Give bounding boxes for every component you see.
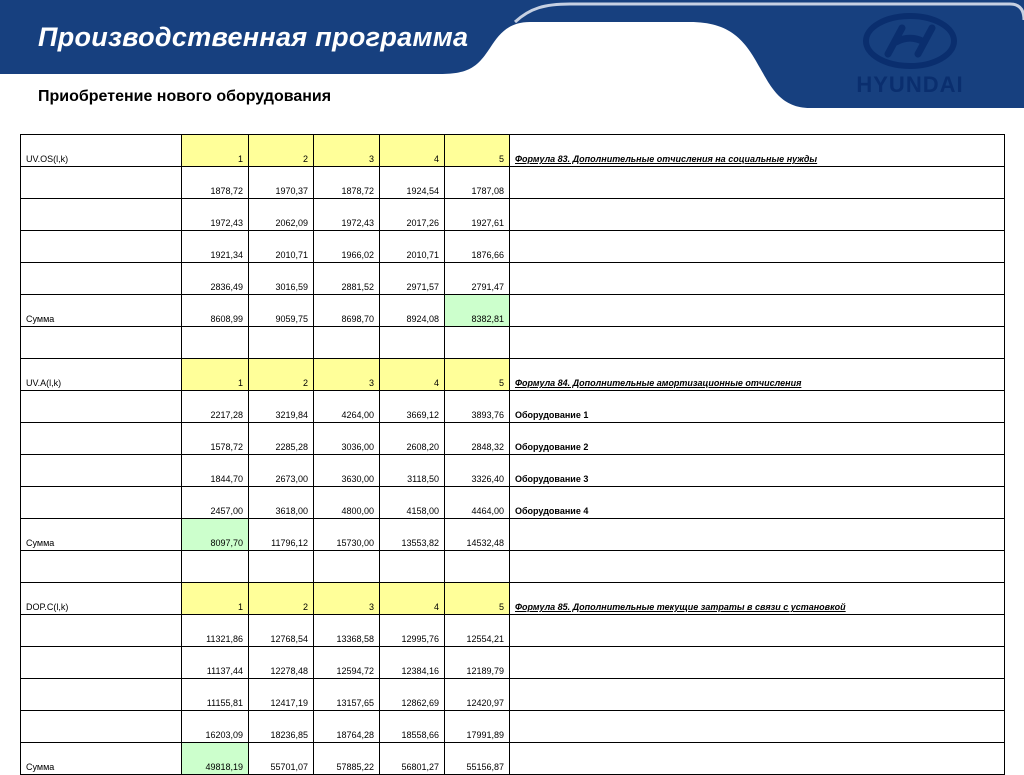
value-cell: 12594,72 — [314, 647, 380, 679]
value-cell: 13553,82 — [380, 519, 445, 551]
value-cell: 9059,75 — [249, 295, 314, 327]
value-cell: 1924,54 — [380, 167, 445, 199]
value-cell: 18236,85 — [249, 711, 314, 743]
row-label — [21, 615, 182, 647]
row-note — [510, 327, 1005, 359]
row-note — [510, 743, 1005, 775]
row-note — [510, 711, 1005, 743]
row-label — [21, 327, 182, 359]
value-cell: 16203,09 — [182, 711, 249, 743]
table-row — [21, 295, 1005, 327]
period-header-cell: 4 — [380, 359, 445, 391]
period-header-cell: 1 — [182, 135, 249, 167]
row-label: UV.A(l,k) — [21, 359, 182, 391]
value-cell: 12189,79 — [445, 647, 510, 679]
value-cell: 15730,00 — [314, 519, 380, 551]
value-cell: 1787,08 — [445, 167, 510, 199]
value-cell: 3893,76 — [445, 391, 510, 423]
value-cell: 11796,12 — [249, 519, 314, 551]
page-subtitle: Приобретение нового оборудования — [38, 88, 332, 105]
table-row — [21, 615, 1005, 647]
value-cell: 12995,76 — [380, 615, 445, 647]
value-cell — [314, 327, 380, 359]
row-label — [21, 455, 182, 487]
row-label — [21, 199, 182, 231]
row-note — [510, 647, 1005, 679]
value-cell: 12768,54 — [249, 615, 314, 647]
row-note — [510, 295, 1005, 327]
period-header-cell: 3 — [314, 359, 380, 391]
row-label — [21, 551, 182, 583]
value-cell: 11155,81 — [182, 679, 249, 711]
value-cell — [445, 551, 510, 583]
value-cell — [182, 551, 249, 583]
value-cell: 3016,59 — [249, 263, 314, 295]
period-header-cell: 1 — [182, 583, 249, 615]
period-header-cell: 3 — [314, 583, 380, 615]
value-cell: 13368,58 — [314, 615, 380, 647]
value-cell: 1966,02 — [314, 231, 380, 263]
row-note: Оборудование 1 — [510, 391, 1005, 423]
value-cell: 57885,22 — [314, 743, 380, 775]
value-cell: 1972,43 — [182, 199, 249, 231]
value-cell: 2285,28 — [249, 423, 314, 455]
value-cell: 12862,69 — [380, 679, 445, 711]
table-row — [21, 743, 1005, 775]
value-cell: 8608,99 — [182, 295, 249, 327]
table-row — [21, 263, 1005, 295]
value-cell: 2010,71 — [249, 231, 314, 263]
hyundai-logo-text: HYUNDAI — [856, 72, 964, 97]
value-cell: 1844,70 — [182, 455, 249, 487]
value-cell: 13157,65 — [314, 679, 380, 711]
table-row — [21, 551, 1005, 583]
value-cell: 3036,00 — [314, 423, 380, 455]
table-row — [21, 327, 1005, 359]
formula-title: Формула 85. Дополнительные текущие затраты в связи с установкой — [510, 583, 1005, 615]
value-cell: 2457,00 — [182, 487, 249, 519]
value-cell: 3618,00 — [249, 487, 314, 519]
value-cell: 1878,72 — [314, 167, 380, 199]
period-header-cell: 5 — [445, 359, 510, 391]
value-cell: 2971,57 — [380, 263, 445, 295]
table-row — [21, 199, 1005, 231]
value-cell: 1878,72 — [182, 167, 249, 199]
value-cell: 4464,00 — [445, 487, 510, 519]
value-cell: 3118,50 — [380, 455, 445, 487]
table-row — [21, 391, 1005, 423]
row-label — [21, 423, 182, 455]
value-cell: 1970,37 — [249, 167, 314, 199]
value-cell: 12554,21 — [445, 615, 510, 647]
period-header-cell: 3 — [314, 135, 380, 167]
value-cell — [182, 327, 249, 359]
row-label — [21, 711, 182, 743]
value-cell: 11137,44 — [182, 647, 249, 679]
row-label — [21, 391, 182, 423]
row-note — [510, 263, 1005, 295]
value-cell: 2848,32 — [445, 423, 510, 455]
value-cell: 4158,00 — [380, 487, 445, 519]
value-cell — [249, 327, 314, 359]
row-note: Оборудование 2 — [510, 423, 1005, 455]
value-cell: 18764,28 — [314, 711, 380, 743]
table-row — [21, 679, 1005, 711]
value-cell: 8097,70 — [182, 519, 249, 551]
value-cell: 8382,81 — [445, 295, 510, 327]
row-note — [510, 199, 1005, 231]
value-cell: 18558,66 — [380, 711, 445, 743]
period-header-cell: 5 — [445, 135, 510, 167]
value-cell: 12384,16 — [380, 647, 445, 679]
hyundai-emblem-icon — [850, 10, 970, 72]
formula-title: Формула 84. Дополнительные амортизационные отчисления — [510, 359, 1005, 391]
value-cell: 8924,08 — [380, 295, 445, 327]
row-note: Оборудование 3 — [510, 455, 1005, 487]
value-cell: 11321,86 — [182, 615, 249, 647]
period-header-cell: 5 — [445, 583, 510, 615]
data-table — [20, 134, 1005, 775]
hyundai-logo — [850, 10, 970, 100]
value-cell: 1578,72 — [182, 423, 249, 455]
value-cell: 17991,89 — [445, 711, 510, 743]
value-cell: 1876,66 — [445, 231, 510, 263]
value-cell: 1921,34 — [182, 231, 249, 263]
row-label — [21, 679, 182, 711]
row-label — [21, 231, 182, 263]
value-cell: 56801,27 — [380, 743, 445, 775]
row-note — [510, 231, 1005, 263]
table-row — [21, 423, 1005, 455]
value-cell: 12278,48 — [249, 647, 314, 679]
table-row — [21, 583, 1005, 615]
table-row — [21, 519, 1005, 551]
value-cell: 2608,20 — [380, 423, 445, 455]
value-cell: 2881,52 — [314, 263, 380, 295]
value-cell: 2836,49 — [182, 263, 249, 295]
value-cell: 2217,28 — [182, 391, 249, 423]
row-note — [510, 551, 1005, 583]
value-cell: 12417,19 — [249, 679, 314, 711]
row-note — [510, 167, 1005, 199]
row-label: DOP.C(l,k) — [21, 583, 182, 615]
row-note — [510, 519, 1005, 551]
value-cell: 3219,84 — [249, 391, 314, 423]
row-label: Сумма — [21, 743, 182, 775]
table-row — [21, 487, 1005, 519]
value-cell: 3669,12 — [380, 391, 445, 423]
row-note — [510, 615, 1005, 647]
table-row — [21, 711, 1005, 743]
period-header-cell: 2 — [249, 359, 314, 391]
value-cell: 3630,00 — [314, 455, 380, 487]
table-row — [21, 135, 1005, 167]
value-cell: 4800,00 — [314, 487, 380, 519]
table-row — [21, 167, 1005, 199]
value-cell: 3326,40 — [445, 455, 510, 487]
page-title: Производственная программа — [38, 22, 469, 52]
row-label — [21, 647, 182, 679]
value-cell — [380, 327, 445, 359]
value-cell: 2062,09 — [249, 199, 314, 231]
value-cell: 1972,43 — [314, 199, 380, 231]
value-cell — [249, 551, 314, 583]
value-cell: 49818,19 — [182, 743, 249, 775]
row-label: Сумма — [21, 295, 182, 327]
period-header-cell: 4 — [380, 135, 445, 167]
row-note: Оборудование 4 — [510, 487, 1005, 519]
value-cell: 2017,26 — [380, 199, 445, 231]
period-header-cell: 2 — [249, 135, 314, 167]
value-cell: 2010,71 — [380, 231, 445, 263]
value-cell: 2791,47 — [445, 263, 510, 295]
table-row — [21, 359, 1005, 391]
table-row — [21, 455, 1005, 487]
row-label — [21, 487, 182, 519]
value-cell: 14532,48 — [445, 519, 510, 551]
value-cell: 4264,00 — [314, 391, 380, 423]
value-cell — [380, 551, 445, 583]
table-row — [21, 647, 1005, 679]
value-cell: 2673,00 — [249, 455, 314, 487]
row-label: UV.OS(l,k) — [21, 135, 182, 167]
row-label — [21, 167, 182, 199]
period-header-cell: 1 — [182, 359, 249, 391]
row-note — [510, 679, 1005, 711]
value-cell — [445, 327, 510, 359]
period-header-cell: 2 — [249, 583, 314, 615]
value-cell: 1927,61 — [445, 199, 510, 231]
value-cell: 8698,70 — [314, 295, 380, 327]
row-label — [21, 263, 182, 295]
value-cell: 55156,87 — [445, 743, 510, 775]
formula-title: Формула 83. Дополнительные отчисления на социальные нужды — [510, 135, 1005, 167]
value-cell — [314, 551, 380, 583]
period-header-cell: 4 — [380, 583, 445, 615]
value-cell: 12420,97 — [445, 679, 510, 711]
row-label: Сумма — [21, 519, 182, 551]
table-row — [21, 231, 1005, 263]
value-cell: 55701,07 — [249, 743, 314, 775]
